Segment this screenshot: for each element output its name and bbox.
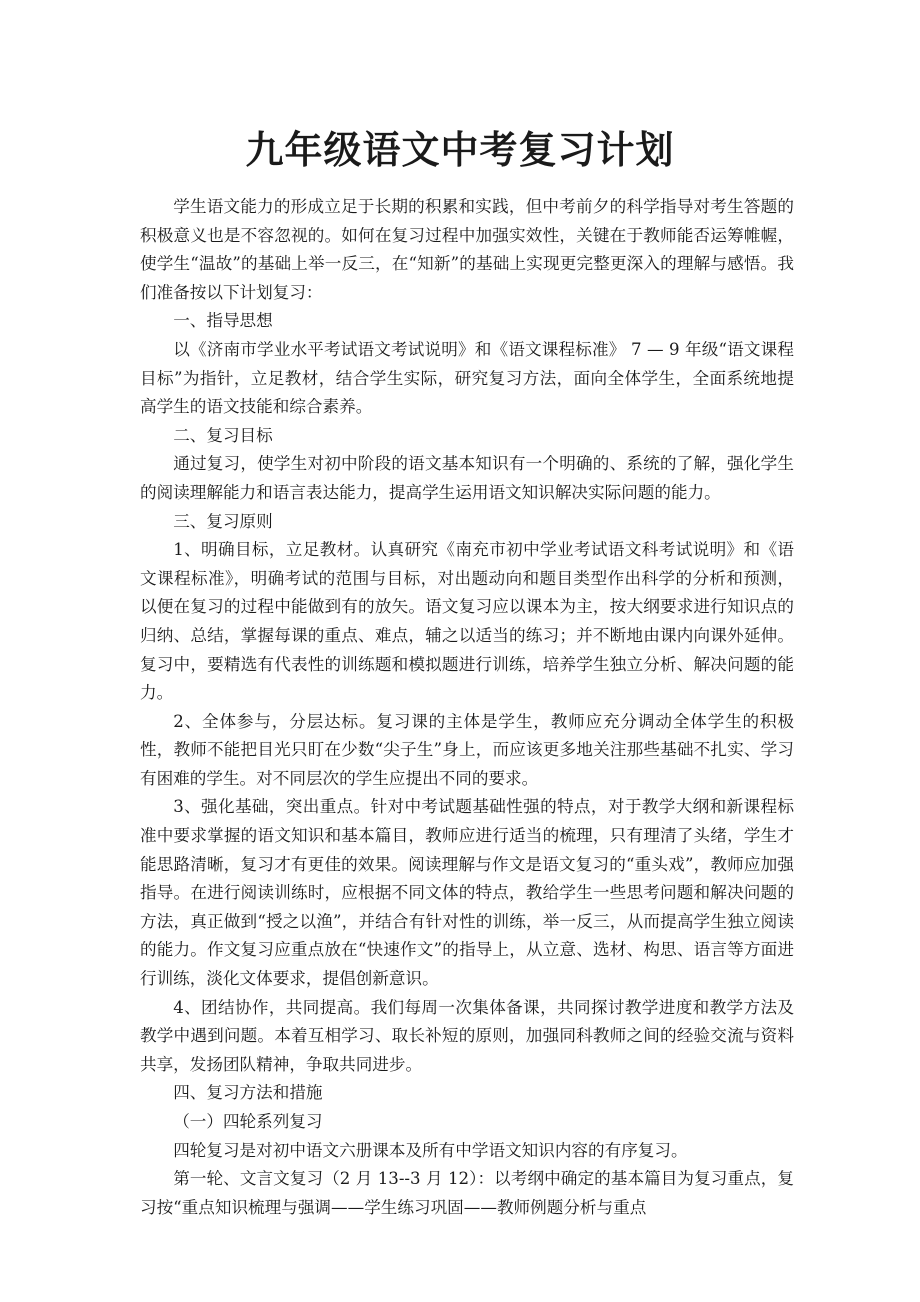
subsection-heading-four-rounds: （一）四轮系列复习	[173, 1112, 323, 1131]
document-body	[140, 193, 794, 1222]
principle-1-paragraph: 1、明确目标，立足教材。认真研究《南充市初中学业考试语文科考试说明》和《语文课程标准》，明确考试的范围与目标，对出题动向和题目类型作出科学的分析和预测，以便在复习的过程中能做到有的放矢。语文复习应以课本为主，按大纲要求进行知识点的归纳、总结，掌握每课的重点、难点，辅之以适当的练习；并不断地由课内向课外延伸。复习中，要精选有代表性的训练题和模拟题进行训练，培养学生独立分析、解决问题的能力。	[140, 540, 794, 703]
round-1-paragraph: 第一轮、文言文复习（2 月 13--3 月 12）：以考纲中确定的基本篇目为复习重点，复习按“重点知识梳理与强调——学生练习巩固——教师例题分析与重点	[140, 1169, 794, 1217]
principle-2-paragraph: 2、全体参与，分层达标。复习课的主体是学生，教师应充分调动全体学生的积极性，教师不能把目光只盯在少数“尖子生”身上，而应该更多地关注那些基础不扎实、学习有困难的学生。对不同层次的学生应提出不同的要求。	[140, 711, 794, 788]
section-heading-review-principles: 三、复习原则	[173, 511, 273, 531]
four-rounds-paragraph: 四轮复习是对初中语文六册课本及所有中学语文知识内容的有序复习。	[173, 1140, 688, 1160]
section-heading-guiding-thought: 一、指导思想	[173, 311, 273, 331]
section-heading-review-goals: 二、复习目标	[173, 425, 273, 445]
guiding-thought-paragraph: 以《济南市学业水平考试语文考试说明》和《语文课程标准》 7 — 9 年级“语文课程目标”为指针，立足教材，结合学生实际，研究复习方法，面向全体学生，全面系统地提高学生的语文技能和综合素养。	[140, 339, 794, 417]
principle-3-paragraph: 3、强化基础，突出重点。针对中考试题基础性强的特点，对于教学大纲和新课程标准中要求掌握的语文知识和基本篇目，教师应进行适当的梳理，只有理清了头绪，学生才能思路清晰，复习才有更佳的效果。阅读理解与作文是语文复习的“重头戏”，教师应加强指导。在进行阅读训练时，应根据不同文体的特点，教给学生一些思考问题和解决问题的方法，真正做到“授之以渔”，并结合有针对性的训练，举一反三，从而提高学生独立阅读的能力。作文复习应重点放在“快速作文”的指导上，从立意、选材、构思、语言等方面进行训练，淡化文体要求，提倡创新意识。	[140, 797, 794, 989]
review-goals-paragraph: 通过复习，使学生对初中阶段的语文基本知识有一个明确的、系统的了解，强化学生的阅读理解能力和语言表达能力，提高学生运用语文知识解决实际问题的能力。	[140, 454, 794, 502]
section-heading-methods: 四、复习方法和措施	[173, 1083, 323, 1103]
intro-paragraph: 学生语文能力的形成立足于长期的积累和实践，但中考前夕的科学指导对考生答题的积极意义也是不容忽视的。如何在复习过程中加强实效性，关键在于教师能否运筹帷幄，使学生“温故”的基础上举一反三，在“知新”的基础上实现更完整更深入的理解与感悟。我们准备按以下计划复习：	[140, 197, 794, 302]
document-title: 九年级语文中考复习计划	[245, 127, 675, 172]
principle-4-paragraph: 4、团结协作，共同提高。我们每周一次集体备课，共同探讨教学进度和教学方法及教学中遇到问题。本着互相学习、取长补短的原则，加强同科教师之间的经验交流与资料共享，发扬团队精神，争取共同进步。	[140, 997, 794, 1074]
